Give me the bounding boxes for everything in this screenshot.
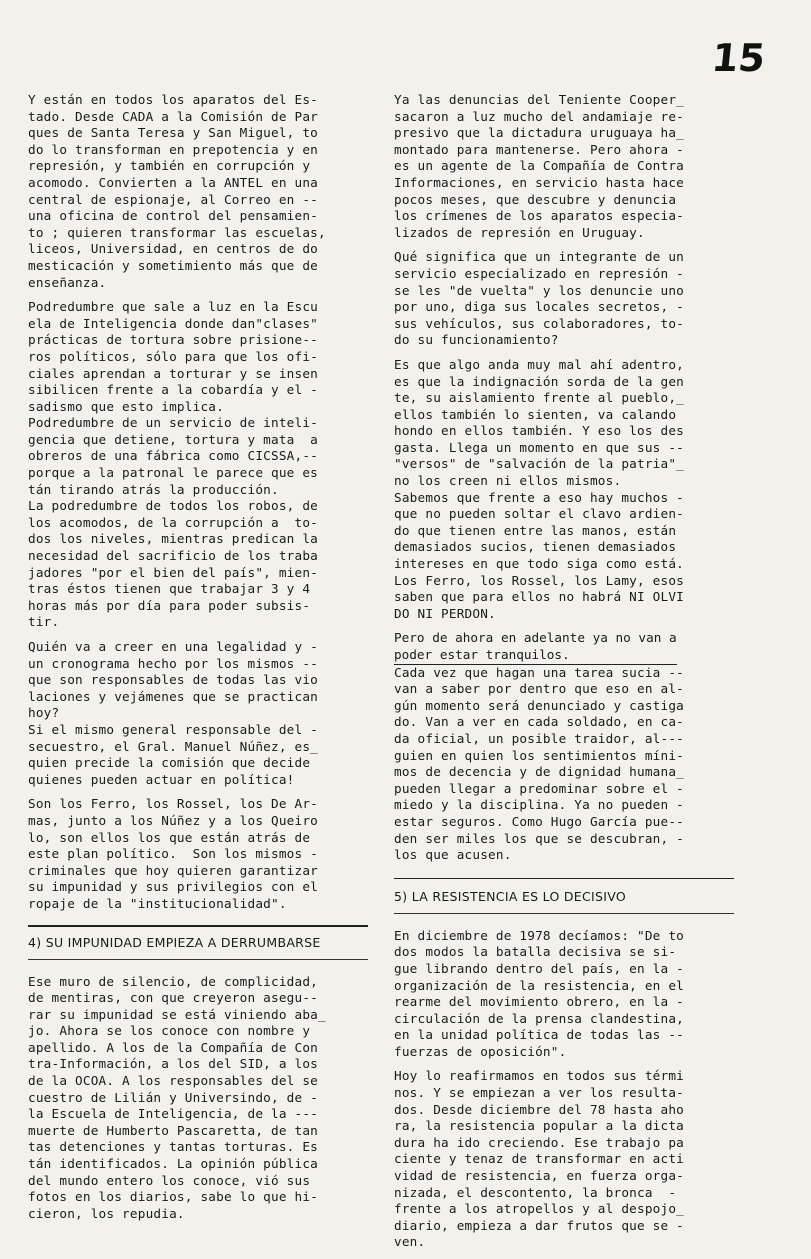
paragraph: Podredumbre que sale a luz en la Escu ela de Inteligencia donde dan"clases" prácticas de tortura sobre prisione-- ros políticos, sólo para que los ofi- ciales aprendan a torturar y se insen sibilicen frente a la cobardía y el - sadismo que esto implica. Podredumbre de un servicio de inteli- gencia que detiene, tortura y mata a obreros de una fábrica como CICSSA,-- porque a la patronal le parece que es tán tirando atrás la producción. La podredumbre de todos los robos, de los acomodos, de la corrupción a to- dos los niveles, mientras predican la necesidad del sacrificio de los traba jadores "por el bien del país", mien- tras éstos tienen que trabajar 3 y 4 horas más por día para poder subsis- tir. [28,299,319,630]
paragraph: Es que algo anda muy mal ahí adentro, es que la indignación sorda de la gen te, su aislamiento frente al pueblo,_ ellos también lo sienten, va calando hondo en ellos también. Y eso los des gasta. Llega un momento en que sus -- "versos" de "salvación de la patria"_ no los creen ni ellos mismos. Sabemos que frente a eso hay muchos - que no pueden soltar el clavo ardien- do que tienen entre las manos, están demasiados sucios, tienen demasiados intereses en que todo siga como está. Los Ferro, los Rossel, los Lamy, esos saben que para ellos no habrá NI OLVI DO NI PERDON. [394,356,685,621]
paragraph: En diciembre de 1978 decíamos: "De to dos modos la batalla decisiva se si- gue librando dentro del país, en la - organización de la resistencia, en el rearme del movimiento obrero, en la - circulación de la prensa clandestina, en la unidad política de todas las -- fuerzas de oposición". [394,927,685,1059]
underlined-statement: Pero de ahora en adelante ya no van a poder estar tranquilos. [394,630,677,664]
page-number: 15 [709,36,768,80]
paragraph: Ya las denuncias del Teniente Cooper_ sacaron a luz mucho del andamiaje re- presivo que la dictadura uruguaya ha_ montado para mantenerse. Pero ahora - es un agente de la Compañía de Contra Informaciones, en servicio hasta hace pocos meses, que descubre y denuncia los crímenes de los aparatos especia- lizados de represión en Uruguay. [394,92,685,240]
paragraph: Hoy lo reafirmamos en todos sus térmi nos. Y se empiezan a ver los resulta- dos. Desde diciembre del 78 hasta aho ra, la resistencia popular a la dicta dura ha ido creciendo. Ese trabajo pa ciente y tenaz de transformar en acti vidad de resistencia, en fuerza orga- nizada, el descontento, la bronca - frente a los atropellos y al despojo_ diario, empieza a dar frutos que se - ven. [394,1068,685,1250]
left-column [28,92,368,1230]
section-heading-5: 5) LA RESISTENCIA ES LO DECISIVO [394,889,734,914]
paragraph: Quién va a creer en una legalidad y - un cronograma hecho por los mismos -- que son responsables de todas las vio laciones y vejámenes que se practican hoy? Si el mismo general responsable del - secuestro, el Gral. Manuel Núñez, es_ quien precide la comisión que decide quienes pueden actuar en política! [28,639,319,787]
section-heading-4: 4) SU IMPUNIDAD EMPIEZA A DERRUMBARSE [28,925,368,960]
divider [394,878,734,879]
paragraph: Y están en todos los aparatos del Es- tado. Desde CADA a la Comisión de Par ques de Santa Teresa y San Miguel, to do lo transforman en prepotencia y en represión, y también en corrupción y acomodo. Convierten a la ANTEL en una central de espionaje, al Correo en -- una oficina de control del pensamien- to ; quieren transformar las escuelas, liceos, Universidad, en centros de do mesticación y sometimiento más que de enseñanza. [28,92,326,290]
paragraph: Son los Ferro, los Rossel, los De Ar- mas, junto a los Núñez y a los Queiro lo, son ellos los que están atrás de este plan político. Son los mismos - criminales que hoy quieren garantizar su impunidad y sus privilegios con el ropaje de la "institucionalidad". [28,796,319,911]
paragraph: Cada vez que hagan una tarea sucia -- van a saber por dentro que eso en al- gún momento será denunciado y castiga do. Van a ver en cada soldado, en ca- da oficial, un posible traidor, al--- guien en quien los sentimientos míni- mos de decencia y de dignidad humana_ pueden llegar a predominar sobre el - miedo y la disciplina. Ya no pueden - estar seguros. Como Hugo García pue-- den ser miles los que se descubran, - los que acusen. [394,664,685,863]
right-column [394,92,734,1259]
paragraph: Ese muro de silencio, de complicidad, de mentiras, con que creyeron asegu-- rar su impunidad se está viniendo aba_ jo. Ahora se los conoce con nombre y apellido. A los de la Compañía de Con tra-Información, a los del SID, a los de la OCOA. A los responsables del se cuestro de Lilián y Universindo, de - la Escuela de Inteligencia, de la --- muerte de Humberto Pascaretta, de tan tas detenciones y tantas torturas. Es tán identificados. La opinión pública del mundo entero los conoce, vió sus fotos en los diarios, sabe lo que hi- cieron, los repudia. [28,973,326,1221]
paragraph: Qué significa que un integrante de un servicio especializado en represión - se les "de vuelta" y los denuncie uno por uno, diga sus locales secretos, - sus vehículos, sus colaboradores, to- do su funcionamiento? [394,249,685,348]
